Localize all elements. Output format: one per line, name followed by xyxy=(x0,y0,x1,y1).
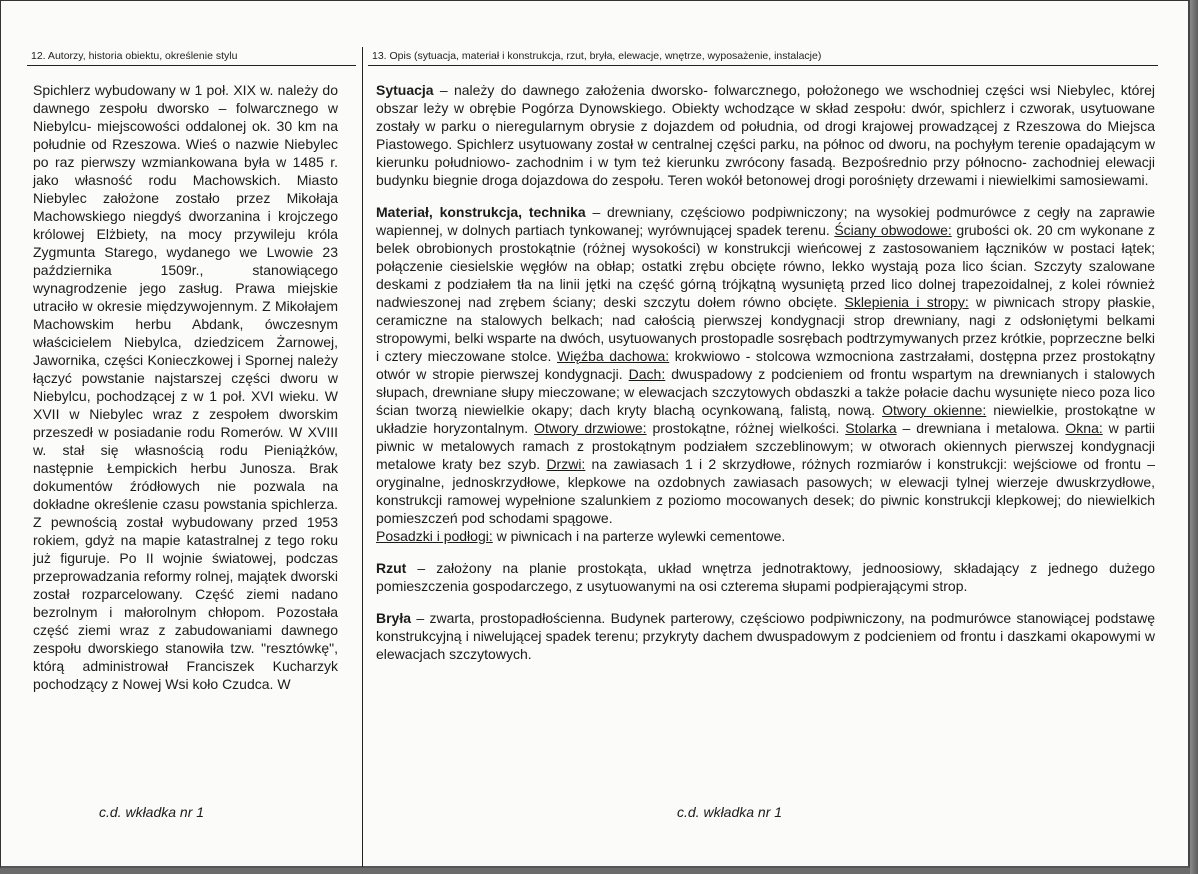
bryla-paragraph xyxy=(376,609,1155,663)
sytuacja-paragraph xyxy=(376,81,1155,189)
drzwi-label: Drzwi: xyxy=(546,456,586,472)
sklepienia-text: w piwnicach stropy płaskie, ceramiczne na stalowych belkach; nad całością pierwszej kondygnacji strop drewniany, nagi z odsłoniętymi belkami stropowymi, belki wsparte na dwóch, usytuowanych prostopadle sosrębach podtrzymywanych przez krótkie, poprzeczne belki i cztery mieczowane stolce. xyxy=(376,294,1155,364)
continuation-note-right: c.d. wkładka nr 1 xyxy=(677,804,783,820)
otwory-drzwiowe-label: Otwory drzwiowe: xyxy=(534,420,647,436)
history-text: Spichlerz wybudowany w 1 poł. XIX w. należy do dawnego zespołu dworsko – folwarcznego w Niebylcu- miejscowości oddalonej ok. 30 km na południe od Rzeszowa. Wieś o nazwie Niebylec po raz pierwszy wzmiankowana była w 1485 r. jako własność rodu Machowskich. Miasto Niebylec założone zostało przez Mikołaja Machowskiego niegdyś dworzanina i krojczego królowej Elżbiety, na mocy przywileju króla Zygmunta Starego, wydanego we Lwowie 23 października 1509r., stanowiącego wynagrodzenie jego zasług. Prawa miejskie utraciło w okresie międzywojennym. Z Mikołajem Machowskim herbu Abdank, ówczesnym właścicielem Niebylca, dziedzicem Żarnowej, Jawornika, części Konieczkowej i Spornej należy łączyć powstanie najstarszej części dworu w Niebylcu, pochodzącej z w 1 poł. XVI wieku. W XVII w Niebylec wraz z zespołem dworskim przeszedł w posiadanie rodu Romerów. W XVIII w. stał się własnością rodu Pieniążków, następnie Łempickich herbu Junosza. Brak dokumentów źródłowych nie pozwala na dokładne określenie czasu powstania spichlerza. Z pewnością został wybudowany przed 1953 rokiem, gdyż na mapie katastralnej z tego roku już figuruje. Po II wojnie światowej, podczas przeprowadzania reformy rolnej, majątek dworski został rozparcelowany. Część ziemi nadano bezrolnym i małorolnym chłopom. Pozostała część ziemi wraz z zabudowaniami dawnego zespołu dworskiego stanowiła tzw. "resztówkę", którą administrował Franciszek Kucharzyk pochodzący z Nowej Wsi koło Czudca. W xyxy=(33,82,338,692)
header-rule-right xyxy=(368,65,1158,66)
dach-label: Dach: xyxy=(628,366,666,382)
otwory-okienne-text: niewielkie, prostokątne w układzie horyzontalnym. xyxy=(376,402,1155,436)
rzut-heading: Rzut xyxy=(376,560,407,576)
bryla-text: – zwarta, prostopadłościenna. Budynek parterowy, częściowo podpiwniczony, na podmurówce stanowiącej podstawę konstrukcyjną i niwelującej spadek terenu; przykryty dachem dwuspadowym z podcieniem od frontu i daszkami okapowymi w elewacjach szczytowych. xyxy=(376,610,1155,662)
material-paragraph xyxy=(376,203,1155,545)
sciany-text: grubości ok. 20 cm wykonane z belek obrobionych prostokątnie (różnej wysokości) w konstrukcji wieńcowej z zastosowaniem łączników w postaci łątek; połączenie ciesielskie węgłów na obłap; ostatki zrębu obcięte równo, lekko wystają poza lico ścian. Szczyty szalowane deskami z podziałem tła na linii jętki na część górną trójkątną wysuniętą przed lico dolnej trapezoidalnej, z kolei również nadwieszonej nad zrębem ściany; deski szczytu dołem równo obcięte. xyxy=(376,222,1155,310)
stolarka-text: – drewniana i metalowa. xyxy=(896,420,1066,436)
posadzki-text: w piwnicach i na parterze wylewki cementowe. xyxy=(492,528,786,544)
dach-text: dwuspadowy z podcieniem od frontu wspartym na drewnianych i stalowych słupach, drewniane słupy mieczowane; w elewacjach szczytowych obdaszki a także połacie dachu wysunięte nieco poza lico ścian tworzą niewielkie okapy; dach kryty blachą ocynkowaną, falistą, nową. xyxy=(376,366,1156,418)
okna-text: w partii piwnic w metalowych ramach z prostokątnym podziałem szczeblinowym; w otworach okiennych pierwszej kondygnacji metalowe kraty bez szyb. xyxy=(376,420,1156,472)
drzwi-text: na zawiasach 1 i 2 skrzydłowe, różnych rozmiarów i konstrukcji: wejściowe od frontu – oryginalne, jednoskrzydłowe, klepkowe na ozdobnych zawiasach pasowych; w elewacji tylnej wierzeje dwuskrzydłowe, konstrukcji ramowej wypełnione szalunkiem z poziomo mocowanych desek; do piwnic konstrukcji klepkowej; do niewielkich pomieszczeń pod schodami spągowe. xyxy=(376,456,1155,526)
scan-edge-bottom xyxy=(0,868,1198,874)
sklepienia-label: Sklepienia i stropy: xyxy=(844,294,969,310)
sytuacja-heading: Sytuacja xyxy=(376,82,434,98)
posadzki-label: Posadzki i podłogi: xyxy=(376,528,493,544)
scan-edge-right xyxy=(1190,0,1198,874)
section-13-header: 13. Opis (sytuacja, materiał i konstrukcja, rzut, bryła, elewacje, wnętrze, wyposażenie, instalacje) xyxy=(372,50,822,62)
section-12-header: 12. Autorzy, historia obiektu, określenie stylu xyxy=(31,50,238,62)
otwory-okienne-label: Otwory okienne: xyxy=(882,402,987,418)
rzut-paragraph xyxy=(376,559,1155,595)
sciany-label: Ściany obwodowe: xyxy=(834,222,952,238)
material-intro: – drewniany, częściowo podpiwniczony; na wysokiej podmurówce z cegły na zaprawie wapiennej, w dolnych partiach tynkowanej; wyrównującej spadek terenu. xyxy=(376,204,1155,238)
column-divider xyxy=(362,47,363,867)
wiezba-text: krokwiowo - stolcowa wzmocniona zastrzałami, dostępna przez prostokątny otwór w stropie pierwszej kondygnacji. xyxy=(376,348,1155,382)
stolarka-label: Stolarka xyxy=(845,420,897,436)
description-column xyxy=(376,81,1155,663)
okna-label: Okna: xyxy=(1065,420,1103,436)
continuation-note-left: c.d. wkładka nr 1 xyxy=(99,804,205,820)
history-column xyxy=(33,81,338,693)
sytuacja-text: – należy do dawnego założenia dworsko- folwarcznego, położonego we wschodniej części wsi Niebylec, której obszar leży w obrębie Pogórza Dynowskiego. Obiekty wchodzące w skład zespołu: dwór, spichlerz i czworak, usytuowane zostały w parku o nieregularnym obrysie z dojazdem od południa, od drogi krajowej prowadzącej z Rzeszowa do Miejsca Piastowego. Spichlerz usytuowany został w centralnej części parku, na północ od dworu, na pochyłym terenie opadającym w kierunku południowo- zachodnim i w tym też kierunku zwrócony fasadą. Bezpośrednio przy północno- zachodniej elewacji budynku biegnie droga dojazdowa do zespołu. Teren wokół betonowej drogi porośnięty drzewami i niewielkimi samosiewami. xyxy=(376,82,1155,188)
wiezba-label: Więźba dachowa: xyxy=(557,348,670,364)
bryla-heading: Bryła xyxy=(376,610,412,626)
header-rule-left xyxy=(27,65,356,66)
rzut-text: – założony na planie prostokąta, układ wnętrza jednotraktowy, jednoosiowy, składający z jednego dużego pomieszczenia gospodarczego, z usytuowanymi na osi czterema słupami podpierającymi strop. xyxy=(376,560,1155,594)
otwory-drzwiowe-text: prostokątne, różnej wielkości. xyxy=(646,420,846,436)
material-heading: Materiał, konstrukcja, technika xyxy=(376,204,586,220)
